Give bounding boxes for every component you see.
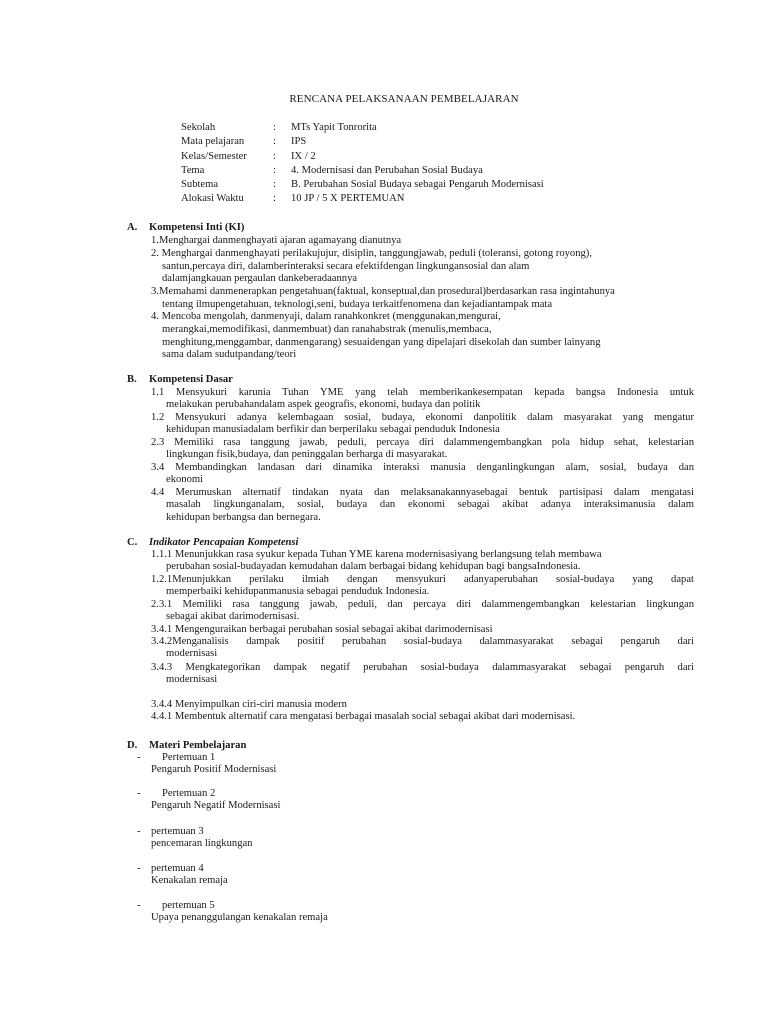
info-value: B. Perubahan Sosial Budaya sebagai Pengaruh Modernisasi (291, 179, 544, 191)
section-d-heading (127, 740, 246, 753)
ki-line: dalamjangkauan pergaulan dankeberadaannya (162, 273, 358, 284)
info-separator: : (273, 136, 276, 148)
section-title: Kompetensi Dasar (149, 374, 233, 385)
indicator-line: 3.4.1 Mengenguraikan berbagai perubahan sosial sebagai akibat darimodernisasi (151, 624, 493, 635)
section-title: Materi Pembelajaran (149, 740, 247, 751)
section-c-heading (127, 537, 299, 550)
section-title: Kompetensi Inti (KI) (149, 222, 245, 233)
indicator-line: 3.4.4 Menyimpulkan ciri-ciri manusia modern (151, 699, 347, 710)
info-row (181, 164, 544, 178)
indicator-line: 1.1.1 Menunjukkan rasa syukur kepada Tuhan YME karena modernisasiyang berlangsung telah membawa (151, 549, 602, 560)
info-separator: : (273, 164, 276, 176)
document-title: RENCANA PELAKSANAAN PEMBELAJARAN (289, 93, 519, 105)
list-bullet: - (137, 788, 141, 799)
info-value: MTs Yapit Tonrorita (291, 122, 377, 133)
info-row (181, 192, 544, 206)
section-letter: B. (127, 374, 137, 385)
kd-line: 3.4 Membandingkan landasan dari dinamika interaksi manusia denganlingkungan alam, sosial, budaya dan (151, 462, 694, 473)
ki-line: merangkai,memodifikasi, danmembuat) dan ranahabstrak (menulis,membaca, (162, 324, 492, 335)
ki-line: 4. Mencoba mengolah, danmenyaji, dalam ranahkonkret (menggunakan,mengurai, (151, 311, 501, 322)
indicator-line: 4.4.1 Membentuk alternatif cara mengatasi berbagai masalah social sebagai akibat dari modernisasi. (151, 711, 576, 722)
kd-line: 2.3 Memiliki rasa tanggung jawab, peduli, percaya diri dalammengembangkan pola hidup sehat, kelestarian (151, 437, 694, 448)
info-label: Alokasi Waktu (181, 193, 244, 205)
section-letter: D. (127, 740, 138, 751)
info-row (181, 150, 544, 164)
section-title: Indikator Pencapaian Kompetensi (149, 537, 299, 548)
ki-line: 2. Menghargai danmenghayati perilakujujur, disiplin, tanggungjawab, peduli (toleransi, gotong royong), (151, 248, 592, 259)
kd-line: 4.4 Merumuskan alternatif tindakan nyata dan melaksanakannyasebagai bentuk partisipasi dalam mengatasi (151, 487, 694, 498)
kd-line: kehidupan berbangsa dan bernegara. (166, 512, 321, 523)
meeting-label: Pertemuan 2 (162, 788, 216, 799)
meeting-topic: pencemaran lingkungan (151, 838, 253, 849)
meeting-label: Pertemuan 1 (162, 752, 216, 763)
info-value: 10 JP / 5 X PERTEMUAN (291, 193, 405, 205)
indicator-line: modernisasi (166, 674, 218, 685)
kd-line: 1.1 Mensyukuri karunia Tuhan YME yang telah memberikankesempatan kepada bangsa Indonesia untuk (151, 387, 694, 398)
ki-line: 1.Menghargai danmenghayati ajaran agamayang dianutnya (151, 235, 402, 246)
indicator-line: 1.2.1Menunjukkan perilaku ilmiah dengan mensyukuri adanyaperubahan sosial-budaya yang dapat (151, 574, 694, 585)
indicator-line: 2.3.1 Memiliki rasa tanggung jawab, peduli, dan percaya diri dalammengembangkan kelestarian lingkungan (151, 599, 694, 610)
indicator-line: perubahan sosial-budayadan kemudahan dalam berbagai bidang kehidupan bagi bangsaIndonesia. (166, 561, 581, 572)
info-label: Mata pelajaran (181, 136, 245, 148)
meeting-topic: Pengaruh Negatif Modernisasi (151, 800, 281, 811)
info-row (181, 135, 544, 149)
indicator-line: memperbaiki kehidupanmanusia sebagai penduduk Indonesia. (166, 586, 430, 597)
section-letter: A. (127, 222, 138, 233)
list-bullet: - (137, 752, 141, 763)
kd-line: masalah lingkunganalam, sosial, budaya dan ekonomi sebagai akibat adanya interaksimanusia dalam (166, 499, 694, 510)
meeting-topic: Upaya penanggulangan kenakalan remaja (151, 912, 328, 923)
list-bullet: - (137, 863, 141, 874)
info-row (181, 178, 544, 192)
info-separator: : (273, 179, 276, 191)
list-bullet: - (137, 900, 141, 911)
info-separator: : (273, 150, 276, 162)
info-value: IPS (291, 136, 307, 148)
info-label: Sekolah (181, 122, 216, 133)
ki-line: menghitung,menggambar, danmengarang) sesuaidengan yang dipelajari disekolah dan sumber lainyang (162, 337, 601, 348)
meeting-label: pertemuan 4 (151, 863, 204, 874)
meeting-label: pertemuan 3 (151, 826, 204, 837)
meeting-label: pertemuan 5 (162, 900, 215, 911)
indicator-line: modernisasi (166, 648, 218, 659)
info-label: Tema (181, 164, 205, 176)
meeting-topic: Pengaruh Positif Modernisasi (151, 764, 277, 775)
indicator-line: 3.4.2Menganalisis dampak positif perubahan sosial-budaya dalammasyarakat sebagai pengaruh dari (151, 636, 694, 647)
ki-line: santun,percaya diri, dalamberinteraksi secara efektifdengan lingkungansosial dan alam (162, 261, 530, 272)
info-value: IX / 2 (291, 150, 316, 162)
section-a-heading (127, 222, 244, 235)
ki-line: tentang ilmupengetahuan, teknologi,seni, budaya terkaitfenomena dan kejadiantampak mata (162, 299, 553, 310)
kd-line: 1.2 Mensyukuri adanya kelembagaan sosial, budaya, ekonomi danpolitik dalam masyarakat yang mengatur (151, 412, 694, 423)
kd-line: ekonomi (166, 474, 204, 485)
list-bullet: - (137, 826, 141, 837)
kd-line: kehidupan manusiadalam berfikir dan berperilaku sebagai penduduk Indonesia (166, 424, 500, 435)
info-separator: : (273, 122, 276, 133)
indicator-line: sebagai akibat darimodernisasi. (166, 611, 300, 622)
meeting-topic: Kenakalan remaja (151, 875, 228, 886)
kd-line: melakukan perubahandalam aspek geografis, ekonomi, budaya dan politik (166, 399, 481, 410)
indicator-line: 3.4.3 Mengkategorikan dampak negatif perubahan sosial-budaya dalammasyarakat sebagai pengaruh dari (151, 662, 694, 673)
kd-line: lingkungan fisik,budaya, dan peninggalan berharga di masyarakat. (166, 449, 448, 460)
info-table (181, 121, 544, 207)
section-b-heading (127, 374, 233, 387)
ki-line: sama dalam sudutpandang/teori (162, 349, 297, 360)
ki-line: 3.Memahami danmenerapkan pengetahuan(faktual, konseptual,dan prosedural)berdasarkan rasa ingintahunya (151, 286, 615, 297)
section-letter: C. (127, 537, 138, 548)
info-row (181, 121, 544, 135)
info-value: 4. Modernisasi dan Perubahan Sosial Budaya (291, 164, 483, 176)
info-label: Kelas/Semester (181, 150, 247, 162)
info-separator: : (273, 193, 276, 205)
info-label: Subtema (181, 179, 219, 191)
